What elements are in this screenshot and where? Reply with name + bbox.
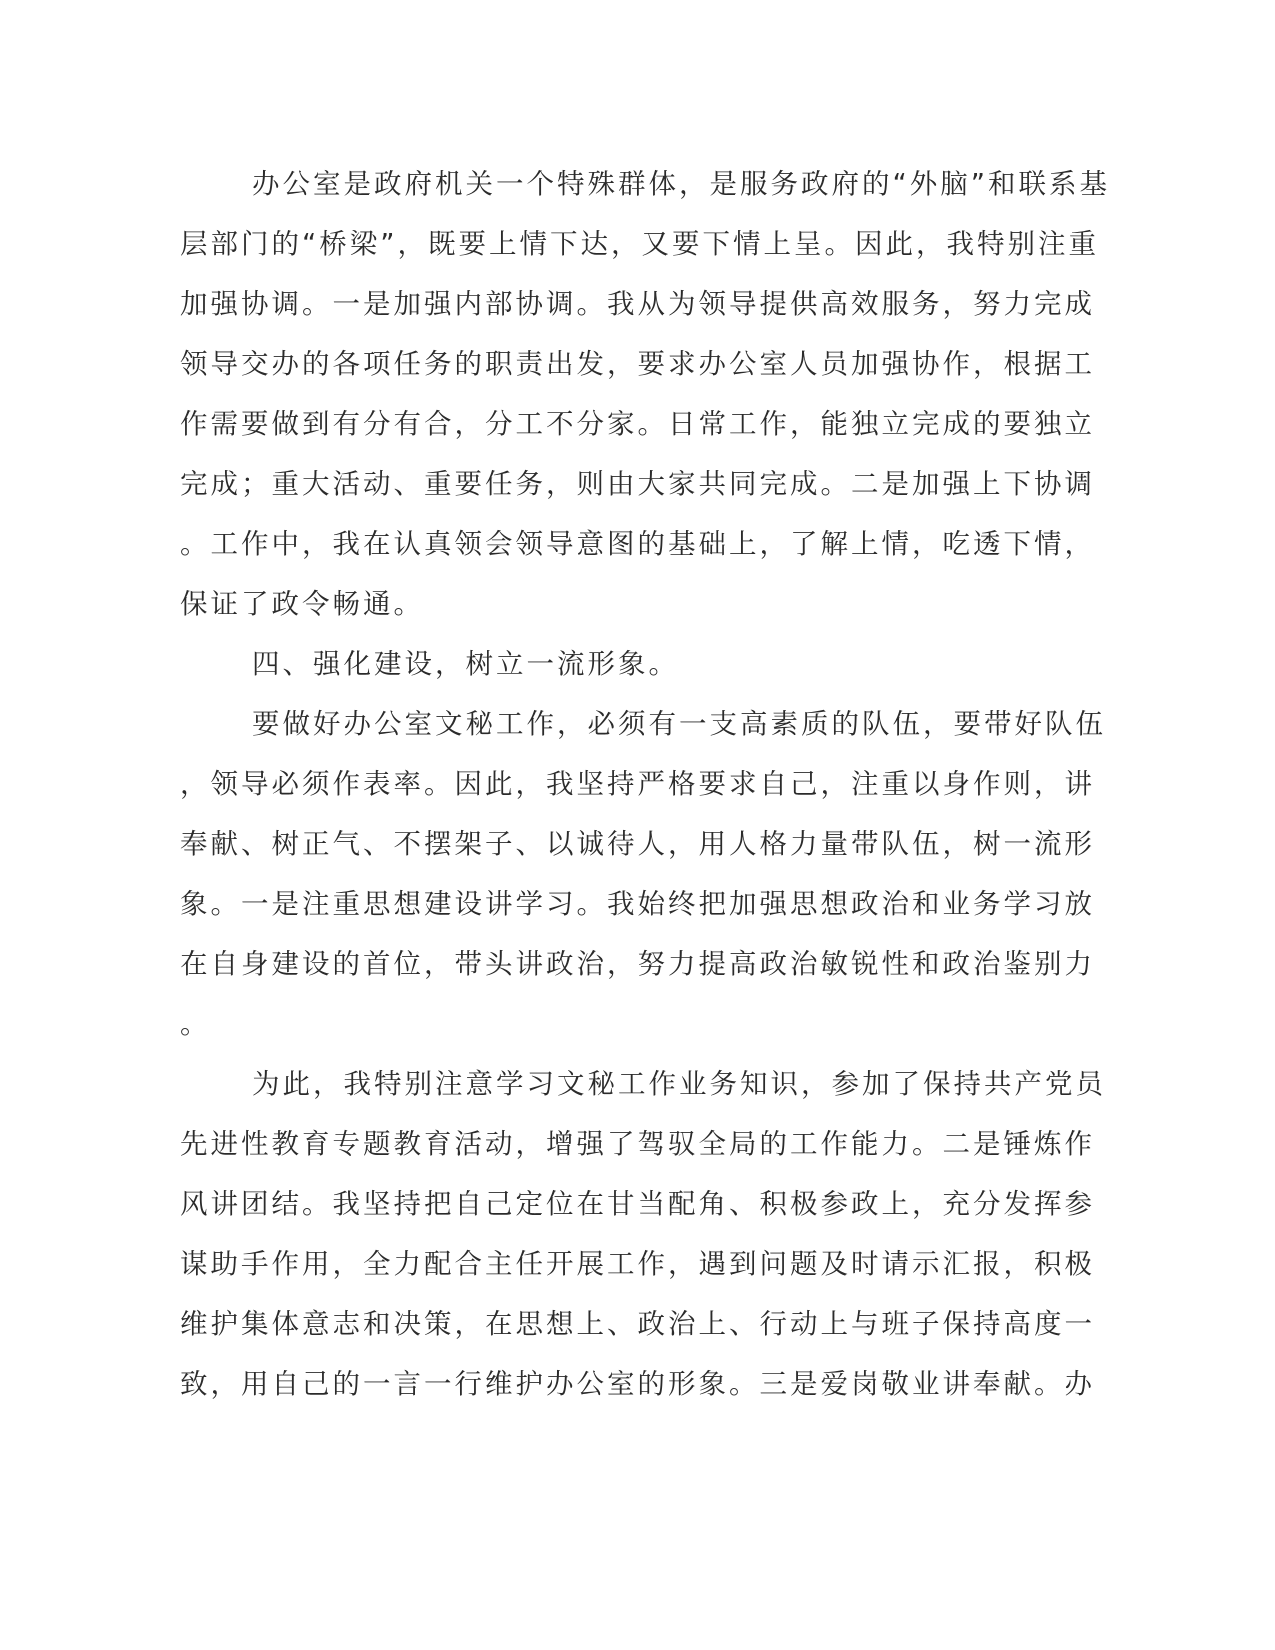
text-line: 谋助手作用，全力配合主任开展工作，遇到问题及时请示汇报，积极 <box>180 1248 1095 1280</box>
text-line: 为此，我特别注意学习文秘工作业务知识，参加了保持共产党员 <box>252 1068 1106 1100</box>
text-line: 领导交办的各项任务的职责出发，要求办公室人员加强协作，根据工 <box>180 348 1095 380</box>
text-line: 层部门的“桥梁”，既要上情下达，又要下情上呈。因此，我特别注重 <box>180 228 1099 260</box>
text-line: 先进性教育专题教育活动，增强了驾驭全局的工作能力。二是锤炼作 <box>180 1128 1095 1160</box>
text-line: 完成；重大活动、重要任务，则由大家共同完成。二是加强上下协调 <box>180 468 1095 500</box>
text-line: 保证了政令畅通。 <box>180 588 424 620</box>
text-line: 风讲团结。我坚持把自己定位在甘当配角、积极参政上，充分发挥参 <box>180 1188 1095 1220</box>
text-line: 在自身建设的首位，带头讲政治，努力提高政治敏锐性和政治鉴别力 <box>180 948 1095 980</box>
text-line: 作需要做到有分有合，分工不分家。日常工作，能独立完成的要独立 <box>180 408 1095 440</box>
text-line: 维护集体意志和决策，在思想上、政治上、行动上与班子保持高度一 <box>180 1308 1095 1340</box>
text-line: 要做好办公室文秘工作，必须有一支高素质的队伍，要带好队伍 <box>252 708 1106 740</box>
section-heading: 四、强化建设，树立一流形象。 <box>252 648 679 680</box>
text-line: 加强协调。一是加强内部协调。我从为领导提供高效服务，努力完成 <box>180 288 1095 320</box>
text-line: 办公室是政府机关一个特殊群体，是服务政府的“外脑”和联系基 <box>252 168 1110 200</box>
text-line: 。工作中，我在认真领会领导意图的基础上，了解上情，吃透下情， <box>180 528 1095 560</box>
text-line: 奉献、树正气、不摆架子、以诚待人，用人格力量带队伍，树一流形 <box>180 828 1095 860</box>
text-line: 象。一是注重思想建设讲学习。我始终把加强思想政治和业务学习放 <box>180 888 1095 920</box>
text-line: 。 <box>180 1008 211 1040</box>
text-line: ，领导必须作表率。因此，我坚持严格要求自己，注重以身作则，讲 <box>180 768 1095 800</box>
text-line: 致，用自己的一言一行维护办公室的形象。三是爱岗敬业讲奉献。办 <box>180 1368 1095 1400</box>
document-body <box>180 154 1110 1414</box>
